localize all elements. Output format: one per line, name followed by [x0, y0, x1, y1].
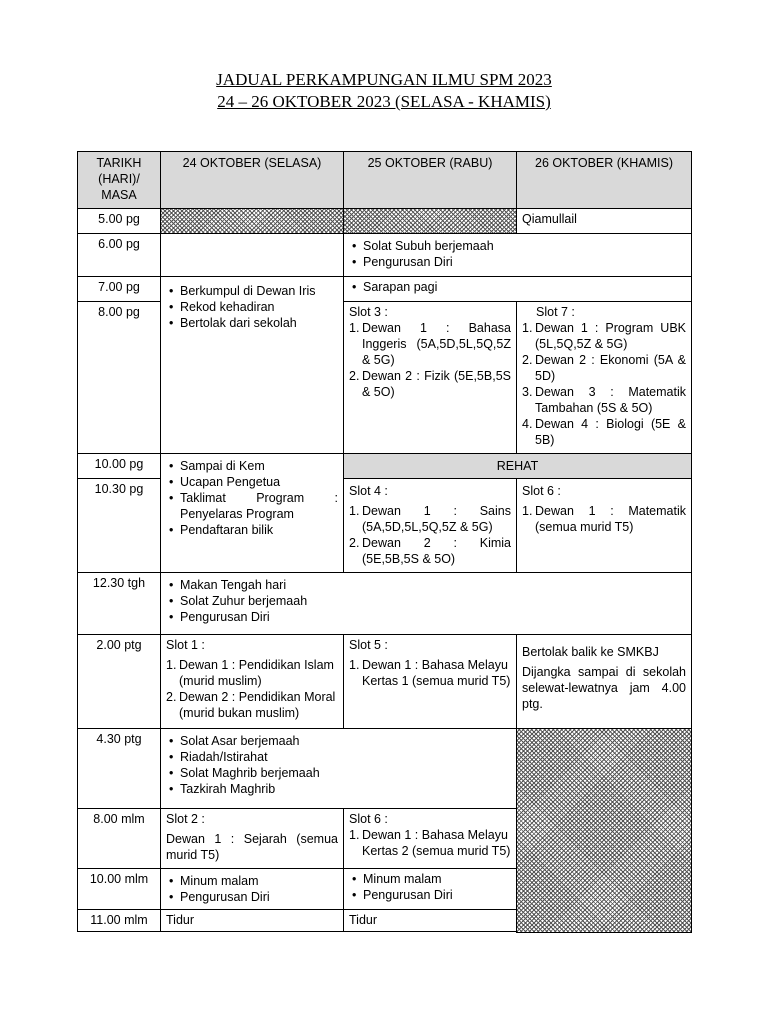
- list-item: • Sampai di Kem: [180, 458, 338, 474]
- time-cell: 8.00 pg: [77, 301, 161, 454]
- time-cell: 10.00 mlm: [77, 868, 161, 910]
- item-text: Dewan 1 : Pendidikan Islam (murid muslim): [179, 658, 334, 688]
- list-item: • Riadah/Istirahat: [180, 749, 511, 765]
- blank-hatched-cell: [343, 208, 517, 234]
- list-item: • Solat Zuhur berjemaah: [180, 593, 686, 609]
- list-item: • Rekod kehadiran: [180, 299, 338, 315]
- item-text: Dewan 2 : Fizik (5E,5B,5S & 5O): [362, 369, 511, 399]
- list-item: • Bertolak dari sekolah: [180, 315, 338, 331]
- time-cell: 8.00 mlm: [77, 808, 161, 869]
- list-item: [349, 827, 511, 859]
- item-text: Dewan 1 : Bahasa Melayu Kertas 1 (semua murid T5): [362, 658, 511, 688]
- slot3-cell: [343, 301, 517, 454]
- berkumpul-cell: [160, 276, 344, 454]
- subuh-cell: [343, 233, 692, 277]
- slot-title: Slot 3 :: [349, 305, 388, 319]
- tengahari-cell: [160, 572, 692, 635]
- list-item: • Makan Tengah hari: [180, 577, 686, 593]
- malam-cell: [343, 868, 517, 910]
- balik-text: Bertolak balik ke SMKBJ: [522, 645, 659, 659]
- item-number: 3.: [522, 385, 533, 399]
- slot6b-cell: [343, 808, 517, 869]
- list-item: • Minum malam: [180, 873, 338, 889]
- item-number: 1.: [349, 504, 360, 518]
- time-cell: 6.00 pg: [77, 233, 161, 277]
- list-item: [166, 689, 338, 721]
- list-item: • Pendaftaran bilik: [180, 522, 338, 538]
- arrival-text: Dijangka sampai di sekolah selewat-lewatnya jam 4.00 ptg.: [522, 665, 686, 711]
- item-text: Dewan 1 : Bahasa Melayu Kertas 2 (semua murid T5): [362, 828, 511, 858]
- slot-title: Slot 6 :: [522, 484, 561, 498]
- item-text: Dewan 1 : Program UBK (5L,5Q,5Z & 5G): [535, 321, 686, 351]
- list-item: [349, 320, 511, 368]
- list-item: [522, 320, 686, 352]
- time-cell: 10.00 pg: [77, 453, 161, 479]
- list-item: • Taklimat Program : Penyelaras Program: [180, 490, 338, 522]
- item-number: 2.: [522, 353, 533, 367]
- list-item: • Minum malam: [363, 871, 511, 887]
- item-number: 1.: [522, 504, 533, 518]
- item-number: 2.: [349, 369, 360, 383]
- header-day3: 26 OKTOBER (KHAMIS): [516, 151, 692, 209]
- schedule-table: [77, 151, 692, 932]
- item-number: 1.: [349, 321, 360, 335]
- slot1-cell: [160, 634, 344, 729]
- list-item: • Pengurusan Diri: [180, 889, 338, 905]
- slot6-cell: [516, 478, 692, 573]
- time-cell: 10.30 pg: [77, 478, 161, 573]
- header-day1: 24 OKTOBER (SELASA): [160, 151, 344, 209]
- item-text: Dewan 1 : Matematik (semua murid T5): [535, 504, 686, 534]
- item-number: 1.: [166, 658, 177, 672]
- list-item: [522, 384, 686, 416]
- list-item: [349, 368, 511, 400]
- list-item: [349, 535, 511, 567]
- petang-cell: [160, 728, 517, 809]
- malam-cell: [160, 868, 344, 910]
- item-text: Dewan 2 : Ekonomi (5A & 5D): [535, 353, 686, 383]
- slot2-text: Dewan 1 : Sejarah (semua murid T5): [166, 832, 338, 862]
- list-item: [349, 657, 511, 689]
- slot5-cell: [343, 634, 517, 729]
- time-cell: 2.00 ptg: [77, 634, 161, 729]
- list-item: [349, 503, 511, 535]
- slot-title: Slot 4 :: [349, 484, 388, 498]
- list-item: • Solat Asar berjemaah: [180, 733, 511, 749]
- tidur-cell: Tidur: [343, 909, 517, 932]
- header-date-time: TARIKH (HARI)/ MASA: [77, 151, 161, 209]
- list-item: • Pengurusan Diri: [363, 254, 686, 270]
- item-number: 2.: [166, 690, 177, 704]
- list-item: [522, 503, 686, 535]
- slot-title: Slot 7 :: [536, 305, 575, 319]
- list-item: • Sarapan pagi: [363, 279, 686, 295]
- slot2-cell: [160, 808, 344, 869]
- document-title-line2: 24 – 26 OKTOBER 2023 (SELASA - KHAMIS): [217, 92, 551, 111]
- item-text: Dewan 2 : Pendidikan Moral (murid bukan muslim): [179, 690, 336, 720]
- blank-hatched-cell: [160, 208, 344, 234]
- document-title-line1: JADUAL PERKAMPUNGAN ILMU SPM 2023: [216, 70, 552, 89]
- slot-title: Slot 6 :: [349, 812, 388, 826]
- list-item: • Solat Maghrib berjemaah: [180, 765, 511, 781]
- tidur-cell: Tidur: [160, 909, 344, 932]
- list-item: • Ucapan Pengetua: [180, 474, 338, 490]
- list-item: • Tazkirah Maghrib: [180, 781, 511, 797]
- rehat-cell: REHAT: [343, 453, 692, 479]
- header-day2: 25 OKTOBER (RABU): [343, 151, 517, 209]
- empty-cell: [160, 233, 344, 277]
- kem-cell: [160, 453, 344, 573]
- blank-hatched-cell: [516, 728, 692, 933]
- time-cell: 7.00 pg: [77, 276, 161, 302]
- qiamullail-cell: Qiamullail: [516, 208, 692, 234]
- item-text: Dewan 4 : Biologi (5E & 5B): [535, 417, 686, 447]
- list-item: [522, 416, 686, 448]
- time-cell: 5.00 pg: [77, 208, 161, 234]
- slot-title: Slot 1 :: [166, 638, 205, 652]
- item-text: Dewan 3 : Matematik Tambahan (5S & 5O): [535, 385, 686, 415]
- list-item: • Berkumpul di Dewan Iris: [180, 283, 338, 299]
- sarapan-cell: [343, 276, 692, 302]
- item-number: 1.: [349, 658, 360, 672]
- list-item: • Solat Subuh berjemaah: [363, 238, 686, 254]
- list-item: • Pengurusan Diri: [363, 887, 511, 903]
- slot4-cell: [343, 478, 517, 573]
- time-cell: 12.30 tgh: [77, 572, 161, 635]
- slot-title: Slot 2 :: [166, 812, 205, 826]
- item-text: Dewan 2 : Kimia (5E,5B,5S & 5O): [362, 536, 511, 566]
- slot7-cell: [516, 301, 692, 454]
- item-number: 2.: [349, 536, 360, 550]
- list-item: • Pengurusan Diri: [180, 609, 686, 625]
- item-text: Dewan 1 : Bahasa Inggeris (5A,5D,5L,5Q,5Z & 5G): [362, 321, 511, 367]
- item-number: 4.: [522, 417, 533, 431]
- item-text: Dewan 1 : Sains (5A,5D,5L,5Q,5Z & 5G): [362, 504, 511, 534]
- time-cell: 11.00 mlm: [77, 909, 161, 932]
- slot-title: Slot 5 :: [349, 638, 388, 652]
- item-number: 1.: [349, 828, 360, 842]
- list-item: [166, 657, 338, 689]
- balik-cell: [516, 634, 692, 729]
- time-cell: 4.30 ptg: [77, 728, 161, 809]
- item-number: 1.: [522, 321, 533, 335]
- list-item: [522, 352, 686, 384]
